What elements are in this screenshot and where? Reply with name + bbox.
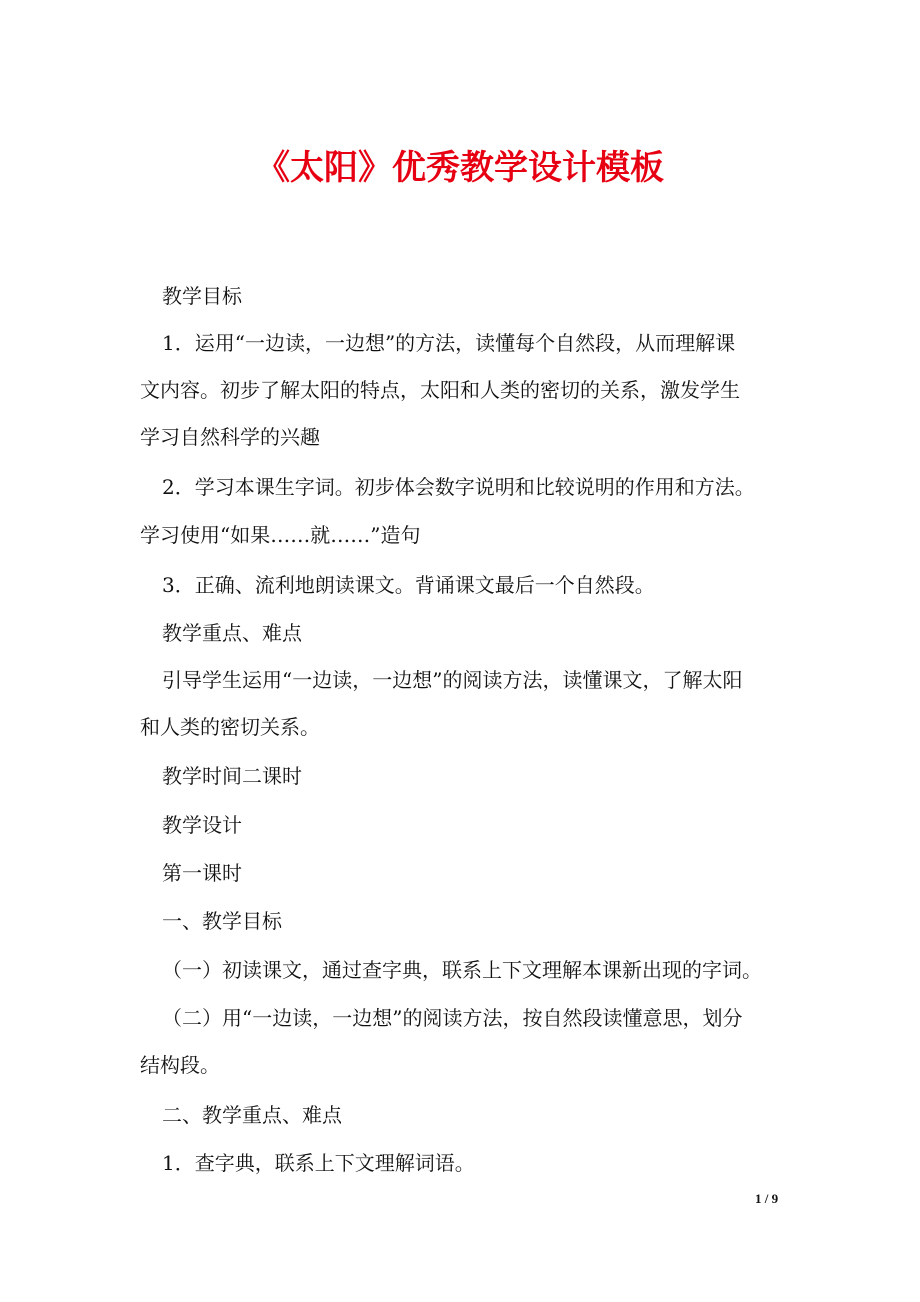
- paragraph-line: 1．查字典，联系上下文理解词语。: [162, 1151, 475, 1175]
- paragraph-line: （一）初读课文，通过查字典，联系上下文理解本课新出现的字词。: [162, 958, 762, 982]
- paragraph-line: 3．正确、流利地朗读课文。背诵课文最后一个自然段。: [162, 573, 655, 597]
- page-number: 1 / 9: [755, 1191, 779, 1206]
- paragraph-heading-key-points: 教学重点、难点: [162, 621, 302, 645]
- paragraph-line: （二）用“一边读，一边想”的阅读方法，按自然段读懂意思，划分: [162, 1006, 743, 1030]
- document-title: 《太阳》优秀教学设计模板: [256, 148, 664, 188]
- paragraph-line: 引导学生运用“一边读，一边想”的阅读方法，读懂课文，了解太阳: [162, 668, 743, 692]
- paragraph-heading-objectives: 教学目标: [162, 284, 242, 308]
- paragraph-heading-section: 一、教学目标: [162, 909, 282, 933]
- paragraph-heading-design: 教学设计: [162, 813, 242, 837]
- paragraph-heading-lesson: 第一课时: [162, 861, 242, 885]
- paragraph-line: 2．学习本课生字词。初步体会数字说明和比较说明的作用和方法。: [162, 475, 755, 499]
- paragraph-line: 1．运用“一边读，一边想”的方法，读懂每个自然段，从而理解课: [162, 331, 736, 355]
- paragraph-line: 教学时间二课时: [162, 764, 302, 788]
- paragraph-line: 学习使用“如果……就……”造句: [140, 523, 421, 547]
- paragraph-heading-section: 二、教学重点、难点: [162, 1103, 342, 1127]
- paragraph-line: 结构段。: [140, 1053, 220, 1077]
- paragraph-line: 学习自然科学的兴趣: [140, 425, 320, 449]
- paragraph-line: 文内容。初步了解太阳的特点，太阳和人类的密切的关系，激发学生: [140, 378, 740, 402]
- paragraph-line: 和人类的密切关系。: [140, 715, 320, 739]
